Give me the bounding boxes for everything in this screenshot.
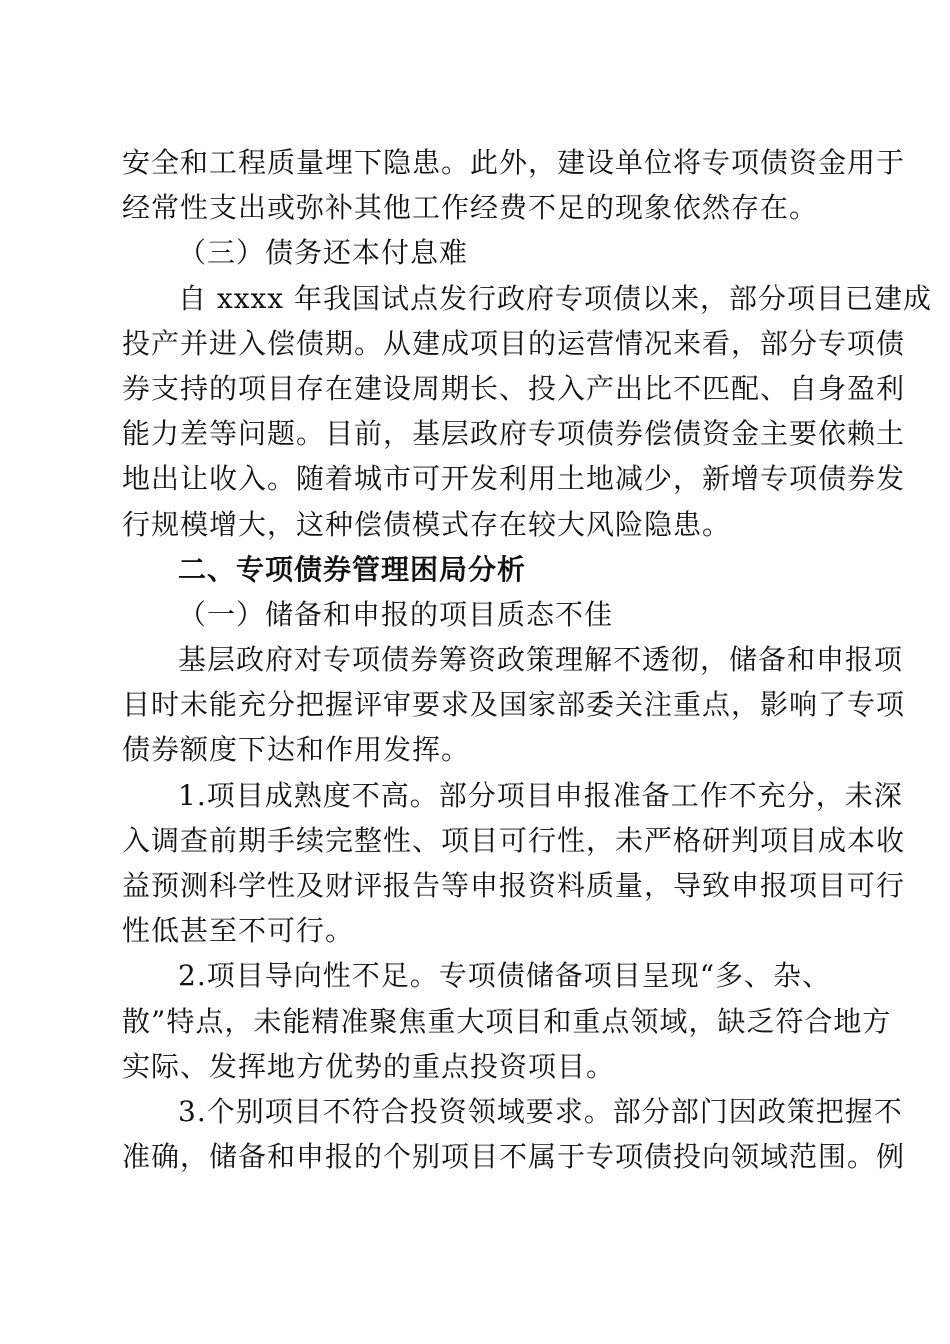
paragraph-line: 准确，储备和申报的个别项目不属于专项债投向领域范围。例 (122, 1140, 906, 1174)
paragraph-line: 经常性支出或弥补其他工作经费不足的现象依然存在。 (122, 191, 819, 225)
paragraph-line: 安全和工程质量埋下隐患。此外，建设单位将专项债资金用于 (122, 146, 906, 179)
paragraph-line: 地出让收入。随着城市可开发利用土地减少，新增专项债券发 (122, 462, 906, 496)
paragraph-line: 散”特点，未能精准聚焦重大项目和重点领域，缺乏符合地方 (122, 1004, 892, 1038)
paragraph-line: 能力差等问题。目前，基层政府专项债券偿债资金主要依赖土 (122, 417, 906, 451)
paragraph-line: 益预测科学性及财评报告等申报资料质量，导致申报项目可行 (122, 869, 906, 902)
paragraph-line: 性低甚至不可行。 (122, 914, 355, 948)
paragraph-line: 基层政府对专项债券筹资政策理解不透彻，储备和申报项 (178, 643, 904, 677)
subsection-heading: （三）债务还本付息难 (178, 236, 469, 270)
paragraph-line: 投产并进入偿债期。从建成项目的运营情况来看，部分专项债 (122, 326, 906, 360)
paragraph-line: 行规模增大，这种偿债模式存在较大风险隐患。 (122, 507, 732, 541)
paragraph-line: 3.个别项目不符合投资领域要求。部分部门因政策把握不 (178, 1094, 903, 1128)
paragraph-line: 目时未能充分把握评审要求及国家部委关注重点，影响了专项 (122, 688, 906, 722)
section-heading: 二、专项债券管理困局分析 (178, 552, 527, 586)
paragraph-line: 债券额度下达和作用发挥。 (122, 733, 471, 767)
paragraph-line: 券支持的项目存在建设周期长、投入产出比不匹配、自身盈利 (122, 371, 906, 405)
paragraph-line: 实际、发挥地方优势的重点投资项目。 (122, 1049, 616, 1083)
paragraph-line: 入调查前期手续完整性、项目可行性，未严格研判项目成本收 (122, 823, 906, 857)
paragraph-line: 2.项目导向性不足。专项债储备项目呈现“多、杂、 (178, 959, 832, 993)
paragraph-line: 自 xxxx 年我国试点发行政府专项债以来，部分项目已建成 (178, 281, 932, 315)
paragraph-line: 1.项目成熟度不高。部分项目申报准备工作不充分，未深 (178, 778, 903, 812)
subsection-heading: （一）储备和申报的项目质态不佳 (178, 597, 614, 631)
